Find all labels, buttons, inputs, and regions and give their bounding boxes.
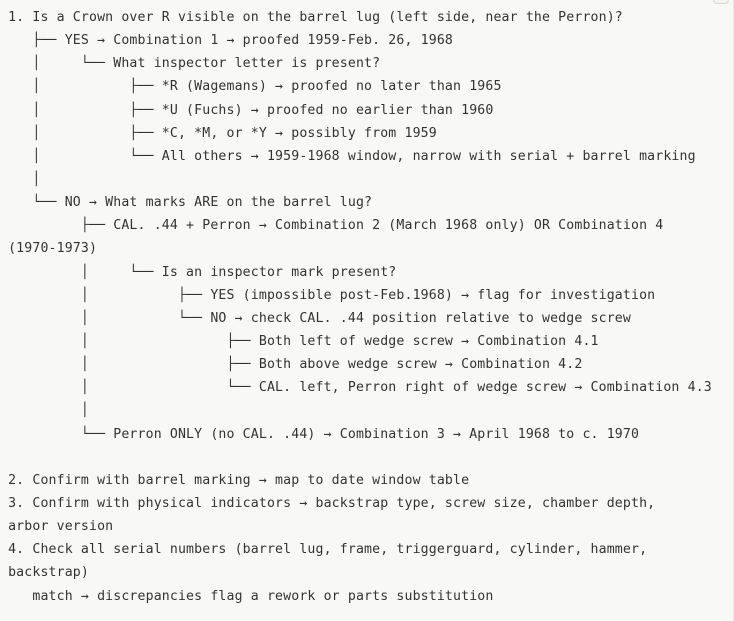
code-line: backstrap) — [0, 565, 89, 581]
code-line: 2. Confirm with barrel marking → map to date window table — [0, 472, 470, 488]
code-line: │ ├── YES (impossible post-Feb.1968) → flag for investigation — [0, 287, 656, 303]
code-line: │ ├── Both left of wedge screw → Combination 4.1 — [0, 333, 599, 349]
code-line: match → discrepancies flag a rework or parts substitution — [0, 588, 494, 604]
code-line: (1970-1973) — [0, 241, 98, 257]
code-line: │ └── Is an inspector mark present? — [0, 264, 397, 280]
code-line: arbor version — [0, 519, 114, 535]
code-line: ├── CAL. .44 + Perron → Combination 2 (March 1968 only) OR Combination 4 — [0, 218, 664, 234]
copy-button[interactable] — [713, 0, 729, 4]
code-line: 3. Confirm with physical indicators → backstrap type, screw size, chamber depth, — [0, 495, 656, 511]
code-line: │ └── NO → check CAL. .44 position relative to wedge screw — [0, 310, 631, 326]
code-line: 1. Is a Crown over R visible on the barrel lug (left side, near the Perron)? — [0, 10, 623, 25]
code-line: │ └── All others → 1959-1968 window, narrow with serial + barrel marking — [0, 148, 696, 164]
code-text — [0, 6, 730, 608]
code-line — [0, 446, 730, 469]
code-line: │ └── CAL. left, Perron right of wedge screw → Combination 4.3 — [0, 380, 712, 396]
code-line: 4. Check all serial numbers (barrel lug, frame, triggerguard, cylinder, hammer, — [0, 542, 648, 558]
code-line: │ ├── *R (Wagemans) → proofed no later than 1965 — [0, 79, 502, 95]
code-line: │ ├── Both above wedge screw → Combination 4.2 — [0, 357, 583, 373]
code-line: └── Perron ONLY (no CAL. .44) → Combination 3 → April 1968 to c. 1970 — [0, 426, 640, 442]
code-line: │ ├── *C, *M, or *Y → possibly from 1959 — [0, 125, 437, 141]
code-line: │ └── What inspector letter is present? — [0, 56, 381, 72]
code-line: └── NO → What marks ARE on the barrel lug? — [0, 195, 373, 211]
code-line: ├── YES → Combination 1 → proofed 1959-Feb. 26, 1968 — [0, 33, 454, 49]
code-line: │ ├── *U (Fuchs) → proofed no earlier than 1960 — [0, 102, 494, 118]
code-line: │ — [0, 403, 89, 419]
code-line: │ — [0, 171, 41, 187]
